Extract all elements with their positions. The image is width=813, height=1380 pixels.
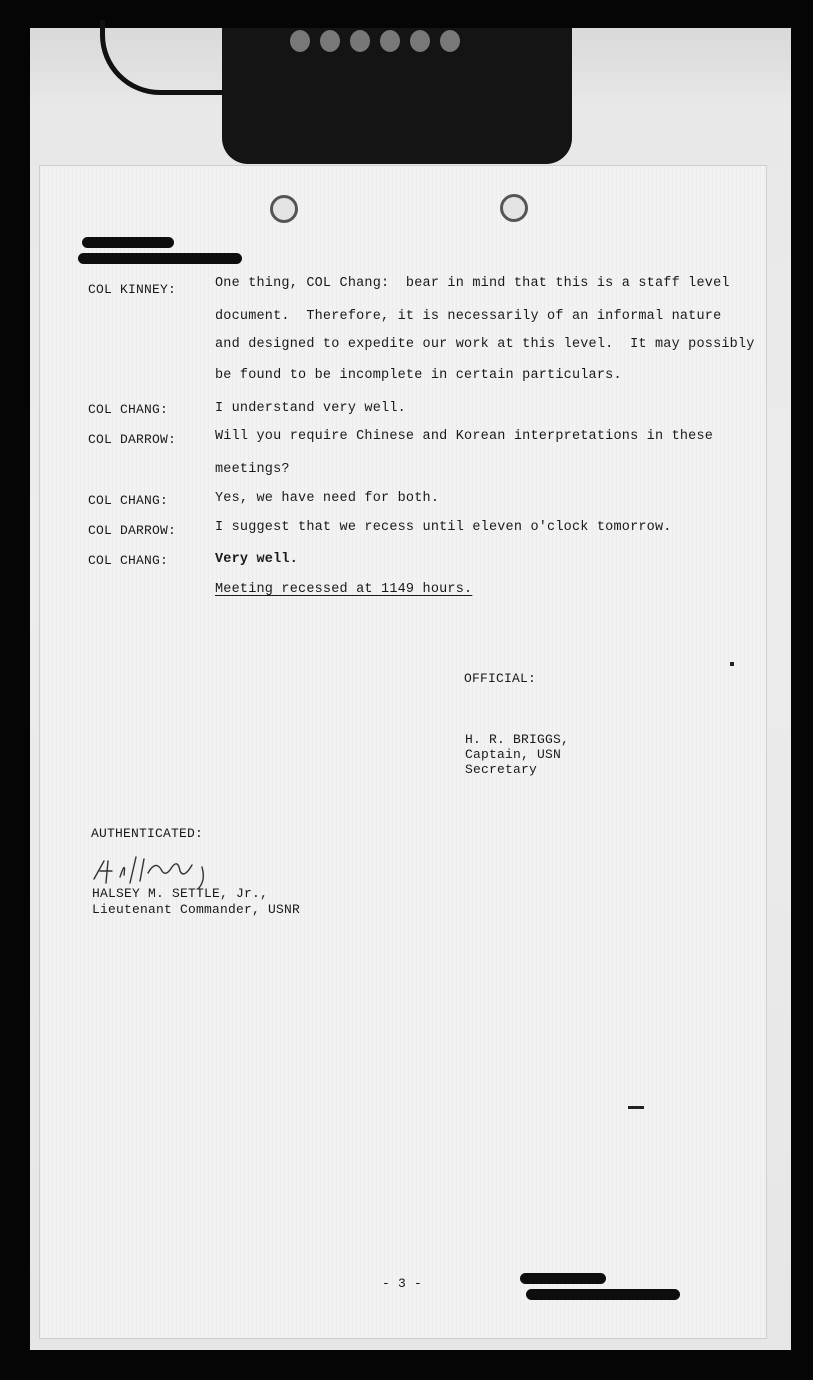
dialogue-line: be found to be incomplete in certain particulars. [215, 368, 622, 383]
redaction-bar [78, 253, 242, 264]
dialogue-line: and designed to expedite our work at this level. It may possibly [215, 337, 755, 352]
authenticator-rank: Lieutenant Commander, USNR [92, 902, 301, 917]
page-number: - 3 - [382, 1276, 423, 1291]
recess-note: Meeting recessed at 1149 hours. [215, 582, 473, 597]
speaker-label: COL KINNEY: [88, 282, 177, 297]
handwritten-signature [90, 853, 250, 889]
punch-hole-left [270, 195, 298, 223]
redaction-bar [82, 237, 174, 248]
redaction-bar [526, 1289, 680, 1300]
official-label: OFFICIAL: [464, 671, 537, 686]
authenticator-name: HALSEY M. SETTLE, Jr., [92, 886, 269, 901]
dialogue-line: Yes, we have need for both. [215, 491, 440, 506]
authenticated-label: AUTHENTICATED: [91, 826, 204, 841]
redaction-bar [520, 1273, 606, 1284]
speaker-label: COL DARROW: [88, 432, 177, 447]
clip-counter [290, 30, 480, 54]
dialogue-line: I understand very well. [215, 401, 406, 416]
official-rank: Captain, USN [465, 747, 562, 762]
dialogue-line: document. Therefore, it is necessarily of an informal nature [215, 309, 722, 324]
dialogue-line: One thing, COL Chang: bear in mind that this is a staff level [215, 276, 730, 291]
speaker-label: COL CHANG: [88, 402, 169, 417]
dialogue-line: Very well. [215, 552, 299, 567]
stray-mark [730, 662, 734, 666]
stray-mark [628, 1106, 644, 1109]
official-name: H. R. BRIGGS, [465, 732, 570, 747]
punch-hole-right [500, 194, 528, 222]
dialogue-line: I suggest that we recess until eleven o'clock tomorrow. [215, 520, 672, 535]
official-title: Secretary [465, 762, 538, 777]
dialogue-line: Will you require Chinese and Korean interpretations in these [215, 429, 714, 444]
speaker-label: COL CHANG: [88, 493, 169, 508]
dialogue-line: meetings? [215, 462, 290, 477]
speaker-label: COL CHANG: [88, 553, 169, 568]
speaker-label: COL DARROW: [88, 523, 177, 538]
